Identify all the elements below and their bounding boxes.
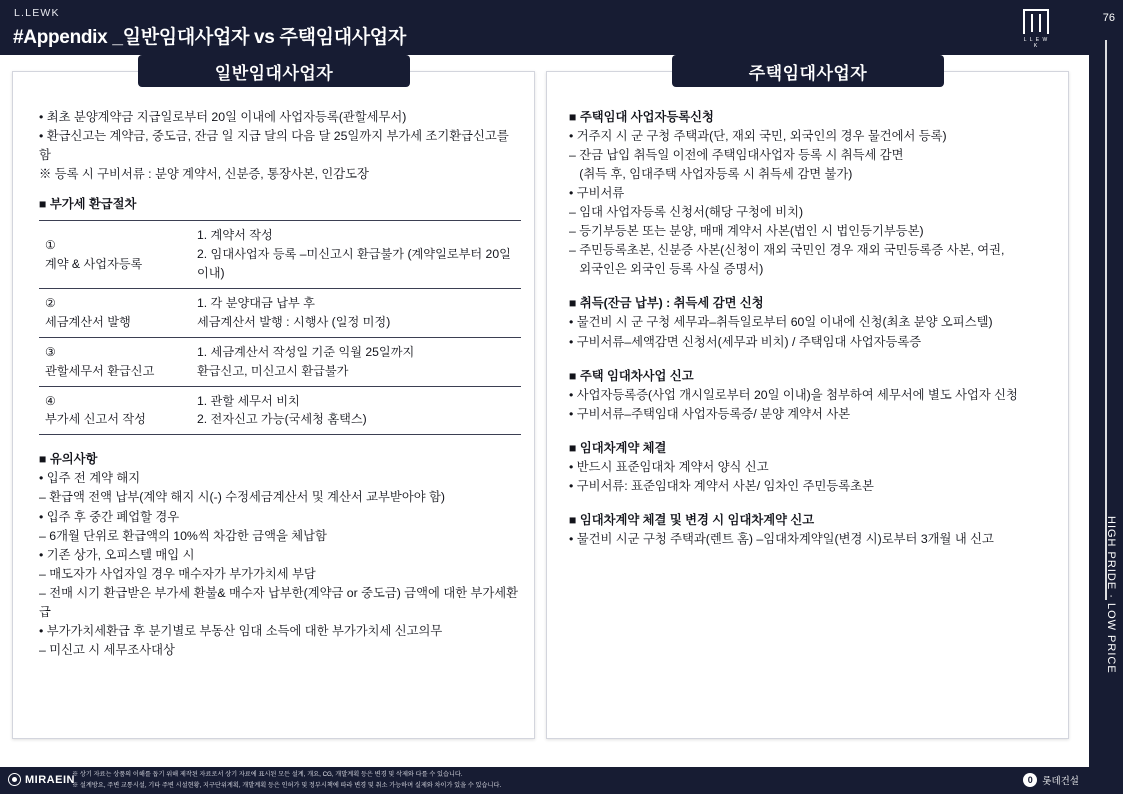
left-note-8: • 부가가치세환급 후 분기별로 부동산 임대 소득에 대한 부가가치세 신고의무: [39, 623, 443, 638]
table-row: [39, 386, 521, 435]
right-block1-title: ■ 주택임대 사업자등록신청: [569, 110, 714, 124]
partner-label: 롯데건설: [1042, 776, 1079, 787]
table-row: [39, 337, 521, 386]
left-intro-3: ※ 등록 시 구비서류 : 분양 계약서, 신분증, 통장사본, 인감도장: [39, 167, 369, 182]
vat-refund-procedure-table: [39, 220, 521, 435]
step-detail-2: 2. 전자신고 가능(국세청 홈택스): [197, 412, 367, 427]
partner-logo: [1023, 773, 1079, 787]
step-detail-1: 1. 계약서 작성: [197, 228, 273, 243]
right-block1-item-8: 외국인은 외국인 등록 사실 증명서): [569, 262, 764, 277]
slide-footer: [0, 767, 1089, 794]
right-block5-title: ■ 임대차계약 체결 및 변경 시 임대차계약 신고: [569, 512, 815, 527]
table-row: [39, 221, 521, 289]
step-name: 부가세 신고서 작성: [45, 412, 146, 427]
step-detail-2: 환급신고, 미신고시 환급불가: [197, 363, 349, 378]
logo-text: L L E W K: [1023, 37, 1049, 49]
partner-mark-icon: 0: [1023, 773, 1037, 787]
step-number: ①: [45, 237, 56, 252]
right-block1-item-1: • 거주지 시 군 구청 주택과(단, 재외 국민, 외국인의 경우 물건에서 등록): [569, 129, 947, 144]
llewk-logo: [1021, 9, 1051, 47]
brand-label: L.LEWK: [14, 7, 60, 19]
right-block2-item-2: • 구비서류–세액감면 신청서(세무과 비치) / 주택임대 사업자등록증: [569, 334, 922, 349]
right-block2-title: ■ 취득(잔금 납부) : 취득세 감면 신청: [569, 296, 764, 311]
left-note-9: – 미신고 시 세무조사대상: [39, 642, 175, 657]
right-block1-item-5: – 임대 사업자등록 신청서(해당 구청에 비치): [569, 205, 804, 220]
table-cell-step: [39, 337, 191, 386]
page-number: 76: [1102, 12, 1115, 24]
right-block4-title: ■ 임대차계약 체결: [569, 440, 667, 455]
table-cell-step: [39, 221, 191, 289]
step-detail-2: 2. 임대사업자 등록 –미신고시 환급불가 (계약일로부터 20일 이내): [197, 247, 511, 281]
panel-housing-rental-landlord: [546, 71, 1069, 739]
page-title: #Appendix _일반임대사업자 vs 주택임대사업자: [13, 27, 406, 48]
step-detail-2: 세금계산서 발행 : 시행사 (일정 미정): [197, 314, 391, 329]
right-block4-item-2: • 구비서류: 표준임대차 계약서 사본/ 임차인 주민등록초본: [569, 478, 874, 493]
table-cell-detail: [191, 288, 521, 337]
right-block5-item-1: • 물건비 시군 구청 주택과(렌트 홈) –임대차계약일(변경 시)로부터 3개월 내 신고: [569, 531, 994, 546]
miraein-label: MIRAEIN: [25, 773, 75, 786]
left-note-7: – 전매 시기 환급받은 부가세 환불& 매수자 납부한(계약금 or 중도금) 금액에 대한 부가세환급: [39, 585, 519, 619]
table-cell-detail: [191, 337, 521, 386]
left-intro-2: • 환급신고는 계약금, 중도금, 잔금 일 지급 달의 다음 달 25일까지 부가세 조기환급신고를 함: [39, 129, 513, 163]
step-name: 관할세무서 환급신고: [45, 363, 155, 378]
step-number: ③: [45, 344, 56, 359]
right-block3-title: ■ 주택 임대차사업 신고: [569, 368, 694, 383]
miraein-logo: [8, 773, 75, 786]
step-number: ④: [45, 393, 56, 408]
slide-header: [0, 0, 1089, 55]
rail-tagline: HIGH PRIDE · LOW PRICE: [1105, 516, 1117, 674]
footer-disclaimer: [72, 770, 501, 792]
right-block1-item-2: – 잔금 납입 취득일 이전에 주택임대사업자 등록 시 취득세 감면: [569, 148, 904, 163]
table-cell-step: [39, 386, 191, 435]
footer-disclaimer-line-1: ※ 상기 자료는 상품의 이해를 돕기 위해 제작된 자료로서 상기 자료에 표시된 모든 설계, 개요, CG, 개발계획 등은 변경 및 삭제와 다를 수 있습니다.: [72, 771, 463, 778]
miraein-mark-icon: [8, 773, 21, 786]
logo-glyph: [1023, 9, 1049, 34]
slide-body: [0, 55, 1089, 767]
step-name: 계약 & 사업자등록: [45, 256, 143, 271]
right-block1-item-7: – 주민등록초본, 신분증 사본(신청이 재외 국민인 경우 재외 국민등록증 사본, 여권,: [569, 243, 1005, 258]
left-note-2: – 환급액 전액 납부(계약 해지 시(-) 수정세금계산서 및 계산서 교부받아야 함): [39, 490, 445, 505]
table-cell-step: [39, 288, 191, 337]
step-detail-1: 1. 관할 세무서 비치: [197, 393, 300, 408]
right-block3-item-1: • 사업자등록증(사업 개시일로부터 20일 이내)을 첨부하여 세무서에 별도 사업자 신청: [569, 387, 1018, 402]
step-detail-1: 1. 세금계산서 작성일 기준 익월 25일까지: [197, 344, 415, 359]
tab-housing-rental-landlord: 주택임대사업자: [672, 55, 944, 87]
left-section2-title: ■ 유의사항: [39, 452, 98, 467]
right-block2-item-1: • 물건비 시 군 구청 세무과–취득일로부터 60일 이내에 신청(최초 분양 오피스텔): [569, 315, 993, 330]
right-block1-item-3: (취득 후, 임대주택 사업자등록 시 취득세 감면 불가): [569, 167, 853, 182]
panel-right-content: [547, 72, 1068, 738]
left-note-6: – 매도자가 사업자일 경우 매수자가 부가가치세 부담: [39, 566, 316, 581]
left-note-3: • 입주 후 중간 폐업할 경우: [39, 509, 180, 524]
step-name: 세금계산서 발행: [45, 314, 131, 329]
table-cell-detail: [191, 386, 521, 435]
right-block1-item-4: • 구비서류: [569, 186, 625, 201]
left-note-1: • 입주 전 계약 해지: [39, 471, 141, 486]
panel-general-landlord: [12, 71, 535, 739]
table-cell-detail: [191, 221, 521, 289]
right-rail: [1089, 0, 1123, 794]
step-detail-1: 1. 각 분양대금 납부 후: [197, 295, 315, 310]
right-block3-item-2: • 구비서류–주택임대 사업자등록증/ 분양 계약서 사본: [569, 406, 851, 421]
right-block1-item-6: – 등기부등본 또는 분양, 매매 계약서 사본(법인 시 법인등기부등본): [569, 224, 924, 239]
footer-disclaimer-line-2: ※ 설계방요, 주변 교통시설, 기타 주변 시설현황, 지구단위계획, 개발계획 등은 인허가 및 정부시책에 따라 변경 및 취소 가능하며 실제와 차이가 있을 수 있습니다.: [72, 781, 502, 789]
left-note-4: – 6개월 단위로 환급액의 10%씩 차감한 금액을 체납함: [39, 528, 327, 543]
table-row: [39, 288, 521, 337]
right-block4-item-1: • 반드시 표준임대차 계약서 양식 신고: [569, 459, 769, 474]
step-number: ②: [45, 295, 56, 310]
left-intro-1: • 최초 분양계약금 지급일로부터 20일 이내에 사업자등록(관할세무서): [39, 110, 407, 124]
left-note-5: • 기존 상가, 오피스텔 매입 시: [39, 547, 195, 562]
left-section1-title: ■ 부가세 환급절차: [39, 197, 137, 212]
tab-general-landlord: 일반임대사업자: [138, 55, 410, 87]
panel-left-content: [13, 72, 534, 738]
